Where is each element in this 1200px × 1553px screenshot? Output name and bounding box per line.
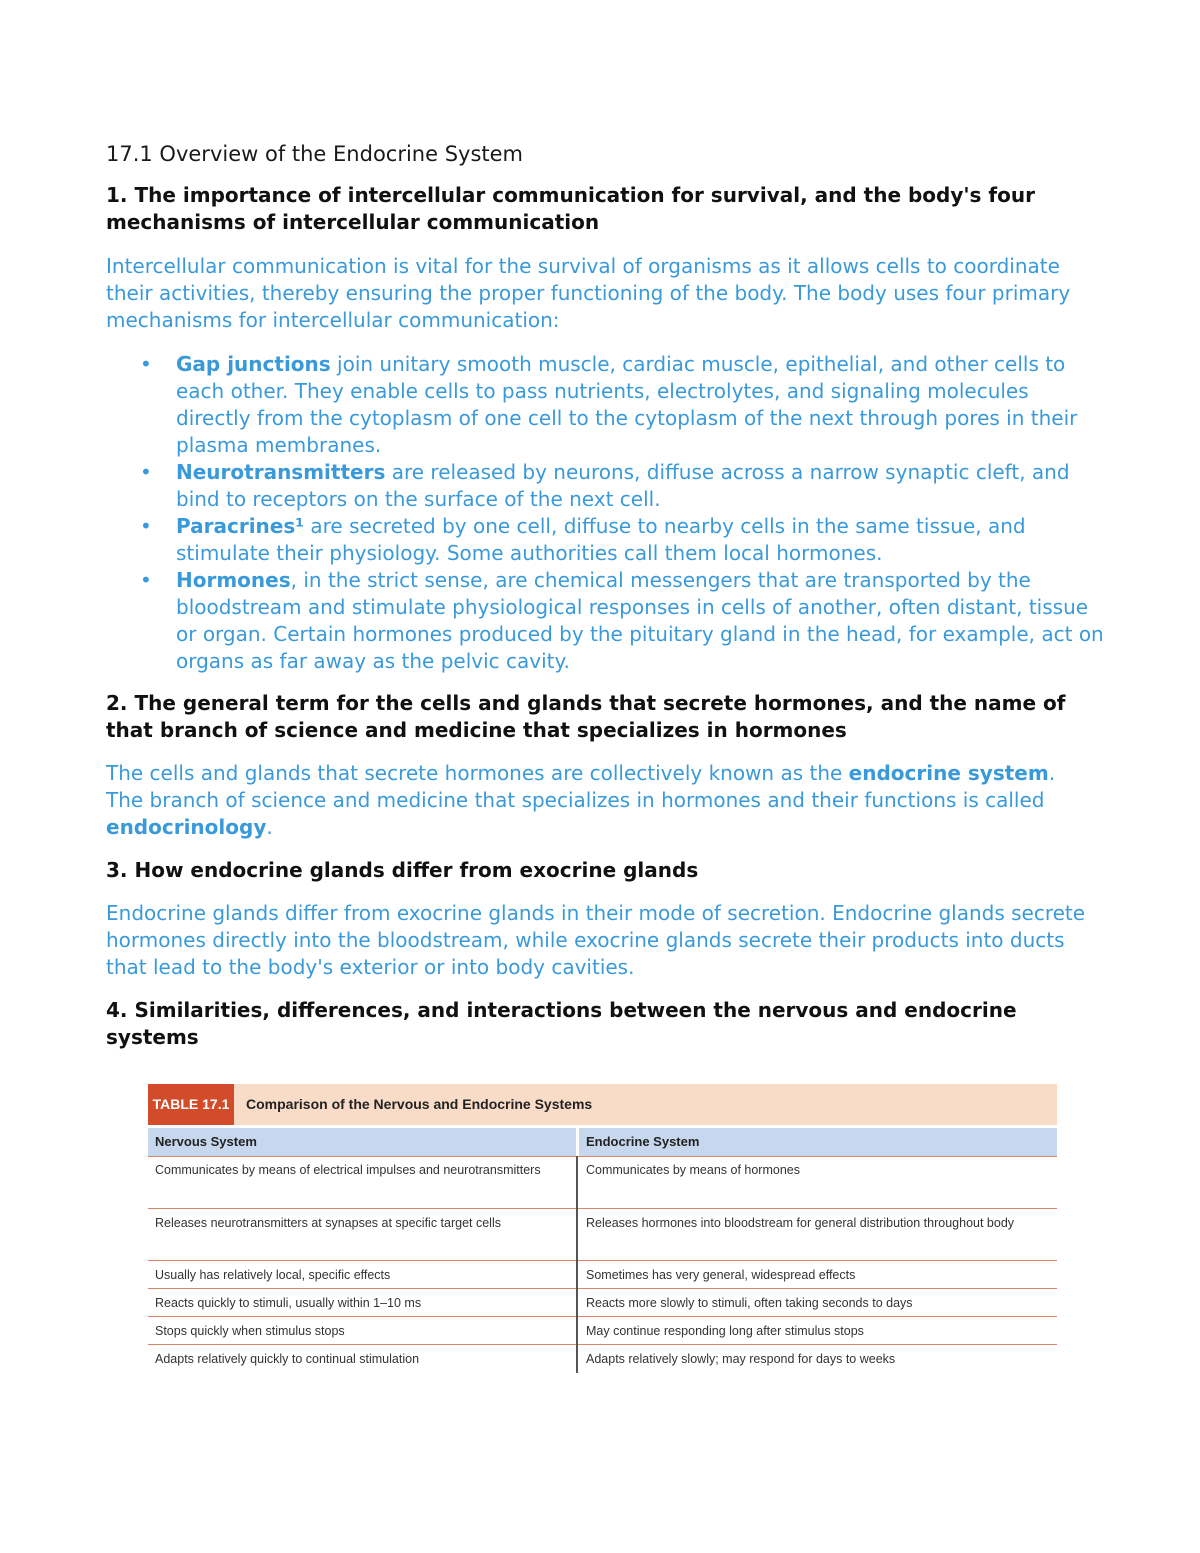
bullet-icon: •	[140, 352, 152, 376]
table-cell: Usually has relatively local, specific effects	[155, 1268, 391, 1282]
answer-text: .	[266, 815, 273, 839]
table-row	[148, 1209, 1057, 1261]
question-2-answer	[106, 760, 1096, 841]
term: Paracrines¹	[176, 514, 305, 538]
bullet-icon: •	[140, 568, 152, 592]
question-2-heading: 2. The general term for the cells and glands that secrete hormones, and the name of that branch of science and medicine that specializes in hormones	[106, 691, 1066, 742]
term: Hormones	[176, 568, 291, 592]
definition: , in the strict sense, are chemical messengers that are transported by the bloodstream and stimulate physiological responses in cells of another, often distant, tissue or organ. Certain hormones produced by the pituitary gland in the head, for example, act on organs as far away as the pelvic cavity.	[176, 568, 1104, 673]
table-cell: Communicates by means of hormones	[586, 1163, 800, 1177]
table-cell: Communicates by means of electrical impulses and neurotransmitters	[155, 1163, 541, 1177]
answer-text: . The branch of science and medicine that specializes in hormones and their functions is called	[106, 761, 1056, 812]
table-cell: Sometimes has very general, widespread effects	[586, 1268, 856, 1282]
list-item	[106, 351, 1106, 459]
answer-text: The cells and glands that secrete hormones are collectively known as the	[106, 761, 849, 785]
table-cell: Releases neurotransmitters at synapses at specific target cells	[155, 1216, 501, 1230]
question-3-heading: 3. How endocrine glands differ from exocrine glands	[106, 858, 699, 882]
mechanism-list	[106, 351, 1106, 675]
column-divider	[576, 1156, 578, 1373]
table-cell: Stops quickly when stimulus stops	[155, 1324, 345, 1338]
table-row	[148, 1289, 1057, 1317]
definition: are released by neurons, diffuse across a narrow synaptic cleft, and bind to receptors on the surface of the next cell.	[176, 460, 1070, 511]
table-cell: Reacts more slowly to stimuli, often taking seconds to days	[586, 1296, 913, 1310]
definition: are secreted by one cell, diffuse to nearby cells in the same tissue, and stimulate their physiology. Some authorities call them local hormones.	[176, 514, 1026, 565]
table-cell: Adapts relatively quickly to continual stimulation	[155, 1352, 420, 1366]
term: Neurotransmitters	[176, 460, 386, 484]
question-1-heading: 1. The importance of intercellular communication for survival, and the body's four mechanisms of intercellular communication	[106, 183, 1035, 234]
list-item	[106, 567, 1106, 675]
list-item	[106, 513, 1106, 567]
bullet-icon: •	[140, 460, 152, 484]
table-header-bar	[148, 1084, 1057, 1125]
table-cell: May continue responding long after stimulus stops	[586, 1324, 864, 1338]
term: endocrine system	[848, 761, 1049, 785]
page-title: 17.1 Overview of the Endocrine System	[106, 142, 524, 166]
list-item	[106, 459, 1106, 513]
table-row	[148, 1261, 1057, 1289]
definition: join unitary smooth muscle, cardiac muscle, epithelial, and other cells to each other. They enable cells to pass nutrients, electrolytes, and signaling molecules directly from the cytoplasm of one cell to the cytoplasm of the next through pores in their plasma membranes.	[176, 352, 1078, 457]
question-3-answer: Endocrine glands differ from exocrine glands in their mode of secretion. Endocrine glands secrete hormones directly into the bloodstream, while exocrine glands secrete their products into ducts that lead to the body's exterior or into body cavities.	[106, 901, 1086, 979]
question-1-answer: Intercellular communication is vital for the survival of organisms as it allows cells to coordinate their activities, thereby ensuring the proper functioning of the body. The body uses four primary mechanisms for intercellular communication:	[106, 254, 1071, 332]
table-cell: Reacts quickly to stimuli, usually within 1–10 ms	[155, 1296, 422, 1310]
comparison-table	[148, 1084, 1057, 1373]
table-caption: Comparison of the Nervous and Endocrine Systems	[246, 1096, 593, 1112]
table-badge: TABLE 17.1	[148, 1084, 234, 1125]
term: Gap junctions	[176, 352, 331, 376]
table-row	[148, 1345, 1057, 1373]
table-row	[148, 1317, 1057, 1345]
term: endocrinology	[106, 815, 267, 839]
column-header-endocrine: Endocrine System	[579, 1128, 1057, 1156]
question-4-heading: 4. Similarities, differences, and interactions between the nervous and endocrine systems	[106, 998, 1017, 1049]
table-row	[148, 1156, 1057, 1209]
table-cell: Releases hormones into bloodstream for general distribution throughout body	[586, 1216, 1015, 1230]
column-header-nervous: Nervous System	[148, 1128, 576, 1156]
table-cell: Adapts relatively slowly; may respond for days to weeks	[586, 1352, 896, 1366]
bullet-icon: •	[140, 514, 152, 538]
